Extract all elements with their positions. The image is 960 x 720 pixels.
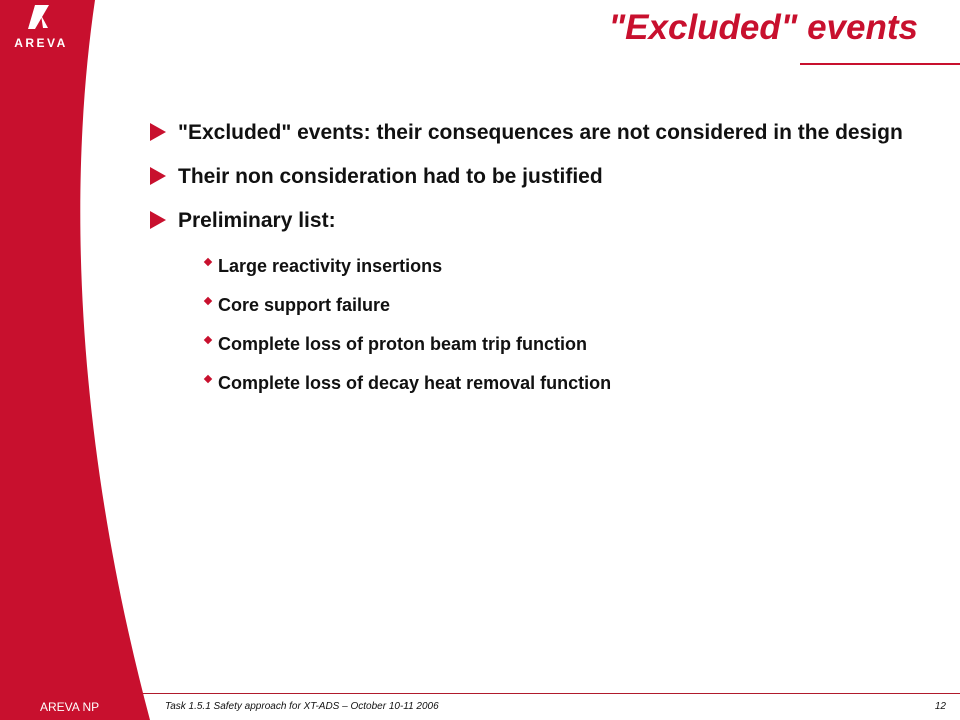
- left-accent-band: [0, 0, 160, 720]
- areva-logo: [0, 0, 82, 60]
- sub-bullet-text: Complete loss of proton beam trip function: [218, 334, 587, 354]
- logo-wordmark: AREVA: [14, 36, 68, 50]
- diamond-bullet-icon: [204, 297, 212, 305]
- bullet-item: [150, 118, 940, 148]
- diamond-bullet-icon: [204, 258, 212, 266]
- footer-task-label: Task 1.5.1 Safety approach for XT-ADS – October 10-11 2006: [165, 701, 439, 712]
- arrow-bullet-icon: [150, 123, 166, 141]
- areva-logo-mark-icon: [0, 0, 82, 40]
- sub-bullet-item: [150, 332, 940, 356]
- diamond-bullet-icon: [204, 336, 212, 344]
- slide-title: "Excluded" events: [608, 8, 918, 47]
- arrow-bullet-icon: [150, 211, 166, 229]
- sub-bullet-item: [150, 371, 940, 395]
- sub-bullet-text: Core support failure: [218, 295, 391, 315]
- diamond-bullet-icon: [204, 375, 212, 383]
- bullet-text: "Excluded" events: their consequences are not considered in the design: [178, 121, 903, 144]
- bullet-item: [150, 162, 940, 192]
- arrow-bullet-icon: [150, 167, 166, 185]
- sub-bullet-text: Large reactivity insertions: [218, 256, 443, 276]
- title-underline: [800, 63, 960, 65]
- bullet-text: Preliminary list:: [178, 209, 336, 232]
- sub-bullet-item: [150, 293, 940, 317]
- bullet-item: [150, 206, 940, 236]
- footer-company: AREVA NP: [40, 700, 100, 714]
- bullet-text: Their non consideration had to be justified: [178, 165, 603, 188]
- footer-divider: [143, 693, 960, 694]
- bullet-list: [150, 118, 940, 410]
- page-number: 12: [934, 701, 946, 712]
- sub-bullet-text: Complete loss of decay heat removal function: [218, 373, 612, 393]
- sub-bullet-item: [150, 254, 940, 278]
